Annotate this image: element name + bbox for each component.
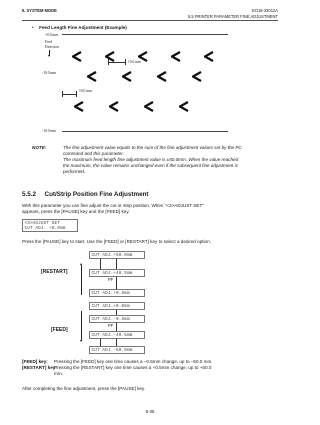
restart-arrowhead bbox=[80, 263, 82, 265]
note-line: The maximum feed length fine adjustment value is ±50.0mm. When the value reached bbox=[63, 157, 239, 163]
intro-line: appears, press the [PAUSE] key and the [FEED] key. bbox=[22, 209, 130, 215]
after-instruction: After completing the fine adjustment, press the [PAUSE] key. bbox=[22, 386, 146, 391]
row-label-3: -10.0 mm bbox=[42, 129, 56, 133]
connector bbox=[116, 339, 117, 346]
section-heading bbox=[22, 191, 149, 198]
row-label-2: -10.0 mm bbox=[42, 71, 56, 75]
mark-a bbox=[87, 69, 98, 79]
def-continuation: mm. bbox=[54, 371, 63, 377]
strip-3 bbox=[62, 89, 228, 111]
mark-a bbox=[157, 69, 168, 79]
feed-direction-line2: Direction bbox=[45, 44, 59, 49]
note-line: the maximum, the value remains unchanged even if the subsequent fine adjustment is bbox=[63, 163, 238, 169]
strip-2 bbox=[62, 59, 228, 81]
lcd-option: CUT ADJ.+49.5mm bbox=[89, 269, 145, 277]
row-label-1: +0.0 mm bbox=[45, 33, 59, 37]
connector bbox=[100, 339, 101, 346]
feed-length-figure bbox=[42, 33, 235, 139]
header-rule bbox=[22, 20, 278, 21]
feed-direction-line1: Feed bbox=[45, 40, 52, 44]
section-number: 5.5.2 bbox=[22, 191, 37, 198]
lcd-option: CUT ADJ.+0.5mm bbox=[89, 289, 145, 297]
mark-a bbox=[192, 69, 203, 79]
mark-a bbox=[144, 99, 155, 109]
section-intro bbox=[22, 203, 284, 215]
mark-a bbox=[204, 49, 215, 59]
feed-direction-arrowhead bbox=[48, 55, 50, 57]
note-text bbox=[63, 145, 283, 175]
mark-a bbox=[72, 49, 83, 59]
lcd-option: CUT ADJ.+0.0mm bbox=[89, 302, 145, 310]
dimension-line bbox=[62, 94, 76, 95]
lcd-line: CUT ADJ. +0.0mm bbox=[24, 225, 66, 231]
lcd-option: CUT ADJ.-50.0mm bbox=[89, 346, 145, 354]
note-line: command and this parameter. bbox=[63, 151, 124, 157]
page-number: 5-35 bbox=[145, 409, 155, 414]
bullet-glyph: • bbox=[32, 25, 34, 30]
press-instruction: Press the [PAUSE] key to start. Use the [FEED] or [RESTART] key to select a desired option. bbox=[22, 239, 211, 244]
connector bbox=[100, 259, 101, 269]
connector bbox=[116, 259, 117, 269]
mark-a bbox=[74, 99, 85, 109]
strip-1-top-line bbox=[62, 34, 228, 35]
def-key: [RESTART] key: bbox=[22, 365, 57, 371]
def-text: Pressing the [RESTART] key one time causes a +0.5mm change, up to +50.0 bbox=[54, 365, 212, 371]
restart-arrow bbox=[81, 265, 82, 295]
strip-bottom-line bbox=[62, 131, 228, 132]
mark-a bbox=[138, 49, 149, 59]
mark-a bbox=[109, 99, 120, 109]
mark-a bbox=[105, 49, 116, 59]
note-label: NOTE: bbox=[32, 145, 47, 150]
def-key: [FEED] key: bbox=[22, 359, 48, 364]
section-title: Cut/Strip Position Fine Adjustment bbox=[44, 191, 149, 198]
lcd-option: CUT ADJ.+50.0mm bbox=[89, 251, 145, 259]
pf-label: PF bbox=[108, 277, 114, 282]
lcd-initial-display bbox=[22, 219, 78, 232]
pf-label: PF bbox=[108, 323, 114, 328]
dimension-label-1: 10.0 mm bbox=[128, 59, 141, 64]
feed-key-label: [FEED] bbox=[51, 327, 68, 333]
connector bbox=[116, 277, 117, 289]
dimension-line bbox=[108, 62, 125, 63]
connector bbox=[116, 310, 117, 315]
strip-1 bbox=[62, 48, 228, 62]
note-line: performed. bbox=[63, 169, 86, 175]
mark-a bbox=[122, 69, 133, 79]
note-line: The fine adjustment value equals to the sum of the fine adjustment values set by the PC bbox=[63, 145, 242, 150]
lcd-line: <3>ADJUST SET bbox=[24, 220, 60, 226]
mark-a bbox=[179, 99, 190, 109]
restart-key-label: [RESTART] bbox=[41, 269, 68, 275]
lcd-option: CUT ADJ.-49.5mm bbox=[89, 331, 145, 339]
dimension-tick bbox=[125, 59, 126, 65]
bullet-title: Feed Length Fine Adjustment (Example) bbox=[39, 25, 127, 30]
connector bbox=[116, 323, 117, 331]
header-section-title: 5.5 PRINTER PARAMETER FINE ADJUSTMENT bbox=[188, 14, 278, 19]
dimension-tick bbox=[76, 91, 77, 97]
def-text: Pressing the [FEED] key one time causes a –0.5mm change, up to –50.0 mm. bbox=[54, 359, 213, 364]
bullet-heading bbox=[32, 25, 127, 31]
dimension-label-2: 10.0 mm bbox=[79, 89, 92, 93]
header-chapter: 5. SYSTEM MODE bbox=[22, 8, 57, 13]
key-definitions bbox=[22, 359, 284, 377]
intro-line: With this parameter you can fine adjust the cut or strip position. When "<3>ADJUST SET" bbox=[22, 203, 204, 208]
feed-arrowhead bbox=[80, 340, 82, 342]
mark-a bbox=[171, 49, 182, 59]
lcd-option: CUT ADJ.-0.5mm bbox=[89, 315, 145, 323]
header-doc-number: EO18-33012A bbox=[252, 8, 278, 13]
feed-arrow bbox=[81, 311, 82, 341]
